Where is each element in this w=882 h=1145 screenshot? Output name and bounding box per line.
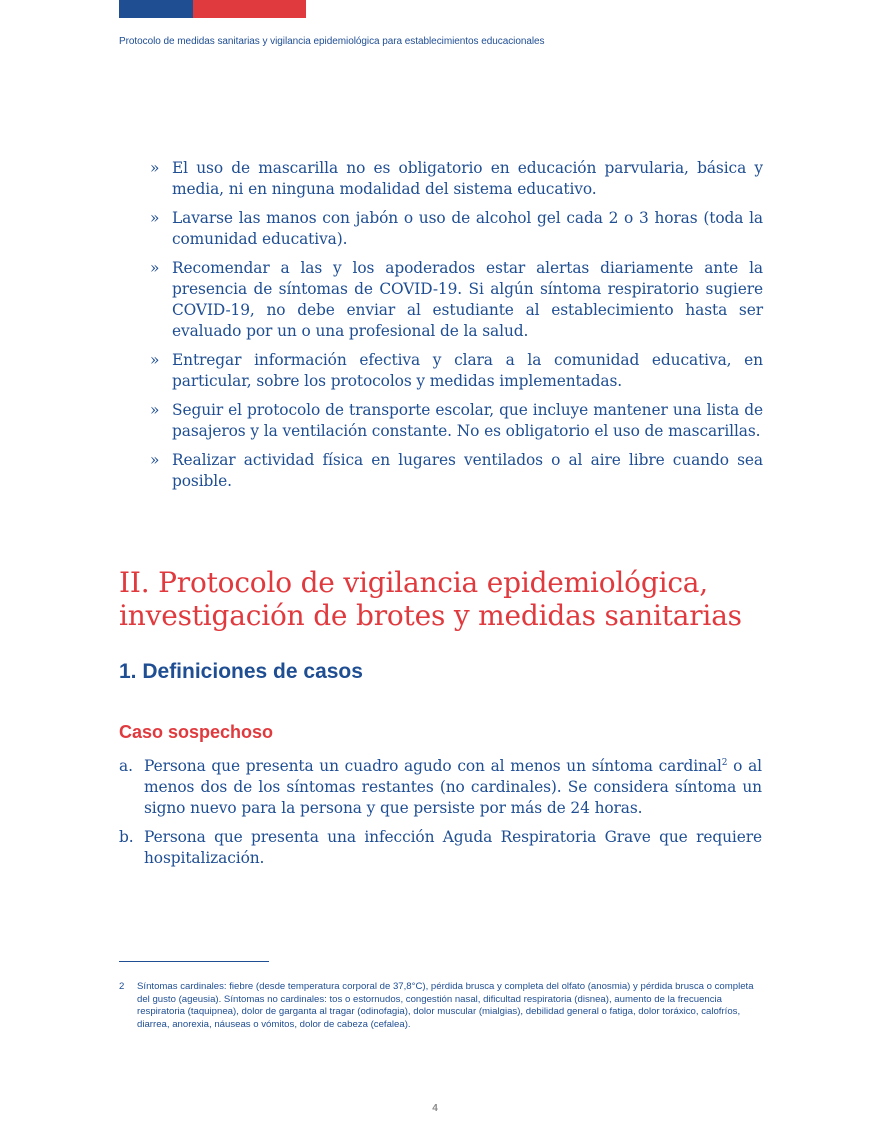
list-item: » Realizar actividad física en lugares ventilados o al aire libre cuando sea posible. [150,451,763,490]
bullet-marker: » [150,259,160,277]
flag-blue-bar [119,0,193,18]
bullet-marker: » [150,451,160,469]
footnote-divider [119,961,269,962]
list-item: » Lavarse las manos con jabón o uso de alcohol gel cada 2 o 3 horas (toda la comunidad educativa). [150,209,763,248]
footnote-text: Síntomas cardinales: fiebre (desde temperatura corporal de 37,8°C), pérdida brusca y completa del olfato (anosmia) y pérdida brusca o completa del gusto (ageusia). Síntomas no cardinales: tos o estornudos, congestión nasal, dificultad respiratoria (disnea), aumento de la frecuencia respiratoria (taquipnea), dolor de garganta al tragar (odinofagia), dolor muscular (mialgias), debilidad general o fatiga, dolor toráxico, calofríos, diarrea, anorexia, náuseas o vómitos, dolor de cabeza (cefalea). [137,981,754,1030]
case-heading: Caso sospechoso [119,722,274,742]
page-number: 4 [432,1103,438,1114]
bullet-marker: » [150,401,160,419]
list-letter: b. [119,828,134,846]
footnote-reference[interactable]: 2 [721,757,728,768]
section-title: II. Protocolo de vigilancia epidemiológica, investigación de brotes y medidas sanitarias [119,566,742,632]
list-item: » Entregar información efectiva y clara a la comunidad educativa, en particular, sobre los protocolos y medidas implementadas. [150,351,763,390]
footnote-number: 2 [119,981,125,992]
subsection-title: 1. Definiciones de casos [119,660,363,683]
footnote [119,981,762,1031]
list-letter: a. [119,757,133,775]
list-item: a. Persona que presenta un cuadro agudo con al menos un síntoma cardinal$^2$ o al menos dos de los síntomas restantes (no cardinales). Se considera síntoma un signo nuevo para la persona y que persiste por más de 24 horas. [119,757,762,817]
list-item: » Seguir el protocolo de transporte escolar, que incluye mantener una lista de pasajeros y la ventilación constante. No es obligatorio el uso de mascarillas. [150,401,763,440]
bullet-marker: » [150,351,160,369]
list-item: » El uso de mascarilla no es obligatorio en educación parvularia, básica y media, ni en ninguna modalidad del sistema educativo. [150,159,763,198]
flag-red-bar [193,0,306,18]
bullet-marker: » [150,209,160,227]
measures-list [147,158,763,500]
bullet-marker: » [150,159,160,177]
list-item: » Recomendar a las y los apoderados estar alertas diariamente ante la presencia de síntomas de COVID-19. Si algún síntoma respiratorio sugiere COVID-19, no debe enviar al estudiante al establecimiento hasta ser evaluado por un o una profesional de la salud. [150,259,763,340]
running-header: Protocolo de medidas sanitarias y vigilancia epidemiológica para establecimientos educacionales [119,36,545,47]
case-definitions-list [119,756,762,877]
list-item: b. Persona que presenta una infección Aguda Respiratoria Grave que requiere hospitalización. [119,828,762,867]
